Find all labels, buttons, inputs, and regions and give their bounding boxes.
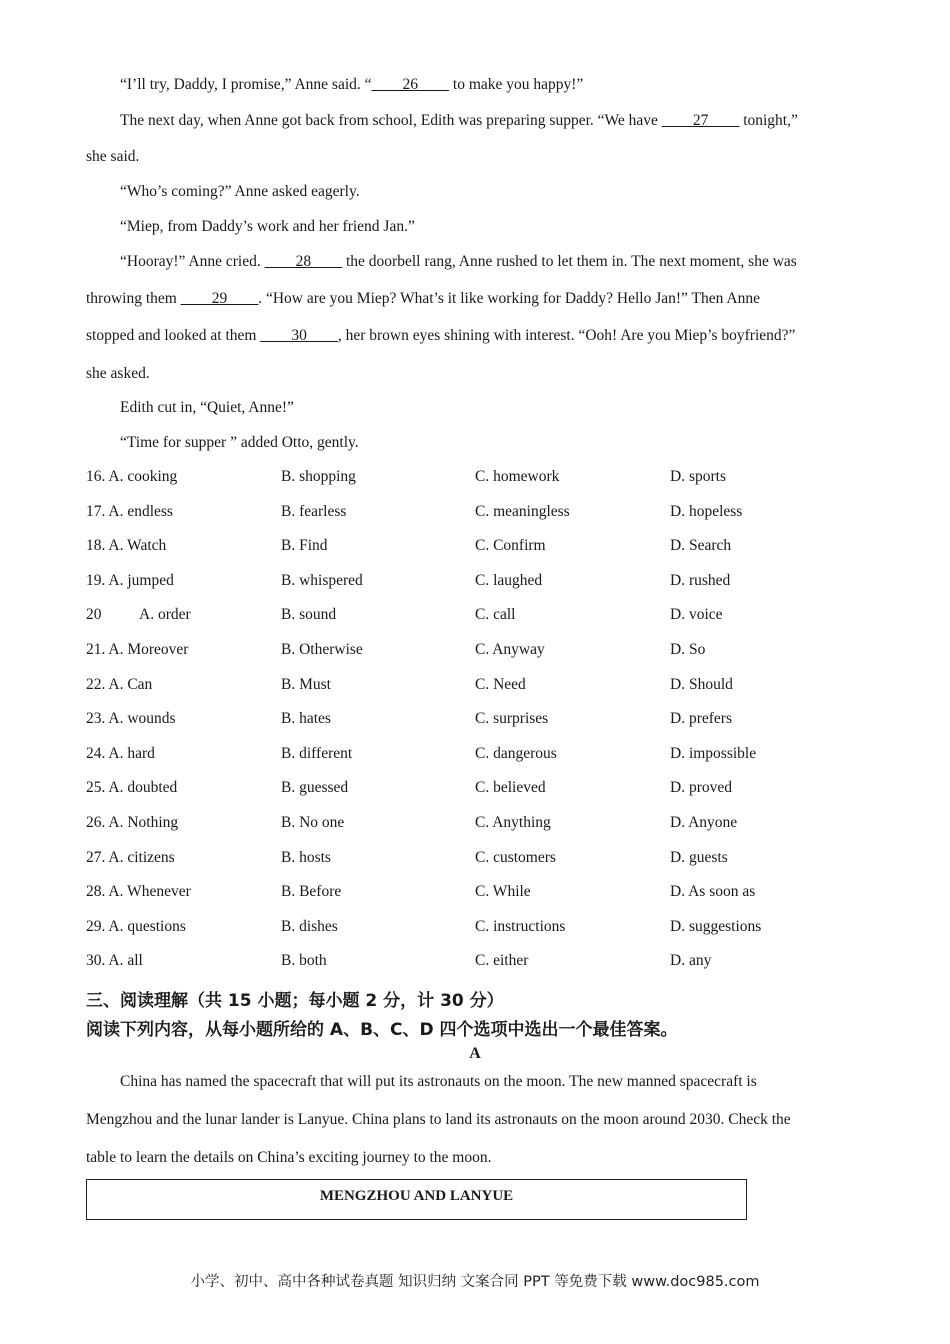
section-instruction: 阅读下列内容，从每小题所给的 A、B、C、D 四个选项中选出一个最佳答案。	[86, 1020, 678, 1040]
text: the doorbell rang, Anne rushed to let them in. The next moment, she was	[342, 253, 797, 270]
option-b: B. both	[281, 952, 327, 969]
passage-line: she asked.	[86, 365, 150, 382]
option-d: D. prefers	[670, 710, 732, 727]
reading-line: China has named the spacecraft that will put its astronauts on the moon. The new manned spacecraft is	[120, 1073, 757, 1090]
option-b: B. whispered	[281, 572, 363, 589]
passage-line: “Miep, from Daddy’s work and her friend Jan.”	[120, 218, 415, 235]
option-d: D. So	[670, 641, 706, 658]
blank-26: ____26____	[371, 76, 450, 93]
option-d: D. sports	[670, 468, 726, 485]
table-header-box	[86, 1179, 747, 1220]
option-a: A. order	[139, 606, 191, 623]
text: , her brown eyes shining with interest. “Ooh! Are you Miep’s boyfriend?”	[337, 327, 796, 344]
option-c: C. dangerous	[475, 745, 557, 762]
option-b: B. shopping	[281, 468, 356, 485]
blank-28: ____28____	[264, 253, 343, 270]
blank-30: ____30____	[260, 327, 338, 344]
option-b: B. Before	[281, 883, 342, 900]
option-c: C. homework	[475, 468, 560, 485]
passage-line	[120, 112, 798, 130]
question-number-option-a: 26. A. Nothing	[86, 814, 179, 831]
question-number-option-a: 28. A. Whenever	[86, 883, 191, 900]
passage-line	[86, 327, 795, 345]
option-d: D. Search	[670, 537, 732, 554]
text: The next day, when Anne got back from school, Edith was preparing supper. “We have	[120, 112, 662, 129]
passage-line	[86, 290, 760, 308]
question-number-option-a: 18. A. Watch	[86, 537, 167, 554]
option-d: D. Anyone	[670, 814, 738, 831]
option-b: B. No one	[281, 814, 345, 831]
passage-line: “Time for supper ” added Otto, gently.	[120, 434, 359, 451]
question-number-option-a: 29. A. questions	[86, 918, 186, 935]
section-title: 三、阅读理解（共 15 小题；每小题 2 分，计 30 分）	[86, 991, 504, 1011]
option-b: B. Find	[281, 537, 328, 554]
option-d: D. suggestions	[670, 918, 762, 935]
text: throwing them	[86, 290, 181, 307]
part-label: A	[469, 1045, 481, 1062]
option-c: C. customers	[475, 849, 556, 866]
blank-27: ____27____	[661, 112, 740, 129]
option-b: B. hosts	[281, 849, 331, 866]
passage-line	[120, 253, 797, 271]
option-b: B. guessed	[281, 779, 349, 796]
option-b: B. Otherwise	[281, 641, 363, 658]
option-d: D. guests	[670, 849, 728, 866]
text: “I’ll try, Daddy, I promise,” Anne said. “	[120, 76, 372, 93]
question-number-option-a: 21. A. Moreover	[86, 641, 189, 658]
question-number-option-a: 19. A. jumped	[86, 572, 174, 589]
footer: 小学、初中、高中各种试卷真题 知识归纳 文案合同 PPT 等免费下载 www.doc985.com	[190, 1274, 760, 1290]
option-d: D. rushed	[670, 572, 731, 589]
option-c: C. Need	[475, 676, 526, 693]
option-c: C. laughed	[475, 572, 543, 589]
option-d: D. impossible	[670, 745, 757, 762]
text: “Hooray!” Anne cried.	[120, 253, 265, 270]
question-number-option-a: 30. A. all	[86, 952, 143, 969]
option-c: C. Anything	[475, 814, 551, 831]
text: to make you happy!”	[449, 76, 584, 93]
reading-line: table to learn the details on China’s exciting journey to the moon.	[86, 1149, 492, 1166]
question-number-option-a: 27. A. citizens	[86, 849, 175, 866]
option-d: D. hopeless	[670, 503, 743, 520]
option-d: D. Should	[670, 676, 733, 693]
option-b: B. sound	[281, 606, 337, 623]
option-c: C. Anyway	[475, 641, 545, 658]
option-c: C. meaningless	[475, 503, 570, 520]
text: . “How are you Miep? What’s it like working for Daddy? Hello Jan!” Then Anne	[258, 290, 760, 307]
option-c: C. surprises	[475, 710, 549, 727]
question-number-option-a: 16. A. cooking	[86, 468, 178, 485]
option-b: B. hates	[281, 710, 331, 727]
question-number-option-a: 20	[86, 606, 102, 623]
option-c: C. instructions	[475, 918, 566, 935]
option-d: D. proved	[670, 779, 732, 796]
question-number-option-a: 24. A. hard	[86, 745, 155, 762]
option-b: B. different	[281, 745, 353, 762]
option-c: C. While	[475, 883, 531, 900]
text: stopped and looked at them	[86, 327, 261, 344]
text: tonight,”	[739, 112, 798, 129]
option-b: B. Must	[281, 676, 331, 693]
option-d: D. any	[670, 952, 712, 969]
option-d: D. voice	[670, 606, 723, 623]
question-number-option-a: 25. A. doubted	[86, 779, 178, 796]
question-number-option-a: 23. A. wounds	[86, 710, 176, 727]
option-c: C. believed	[475, 779, 546, 796]
table-title: MENGZHOU AND LANYUE	[319, 1188, 514, 1204]
passage-line	[120, 76, 583, 94]
option-c: C. Confirm	[475, 537, 546, 554]
passage-line: Edith cut in, “Quiet, Anne!”	[120, 399, 294, 416]
blank-29: ____29____	[180, 290, 259, 307]
question-number-option-a: 22. A. Can	[86, 676, 153, 693]
option-d: D. As soon as	[670, 883, 756, 900]
option-b: B. fearless	[281, 503, 347, 520]
option-c: C. either	[475, 952, 529, 969]
question-number-option-a: 17. A. endless	[86, 503, 173, 520]
option-b: B. dishes	[281, 918, 338, 935]
passage-line: “Who’s coming?” Anne asked eagerly.	[120, 183, 360, 200]
option-c: C. call	[475, 606, 516, 623]
reading-line: Mengzhou and the lunar lander is Lanyue. China plans to land its astronauts on the moon around 2030. Check the	[86, 1111, 791, 1128]
passage-line: she said.	[86, 148, 140, 165]
